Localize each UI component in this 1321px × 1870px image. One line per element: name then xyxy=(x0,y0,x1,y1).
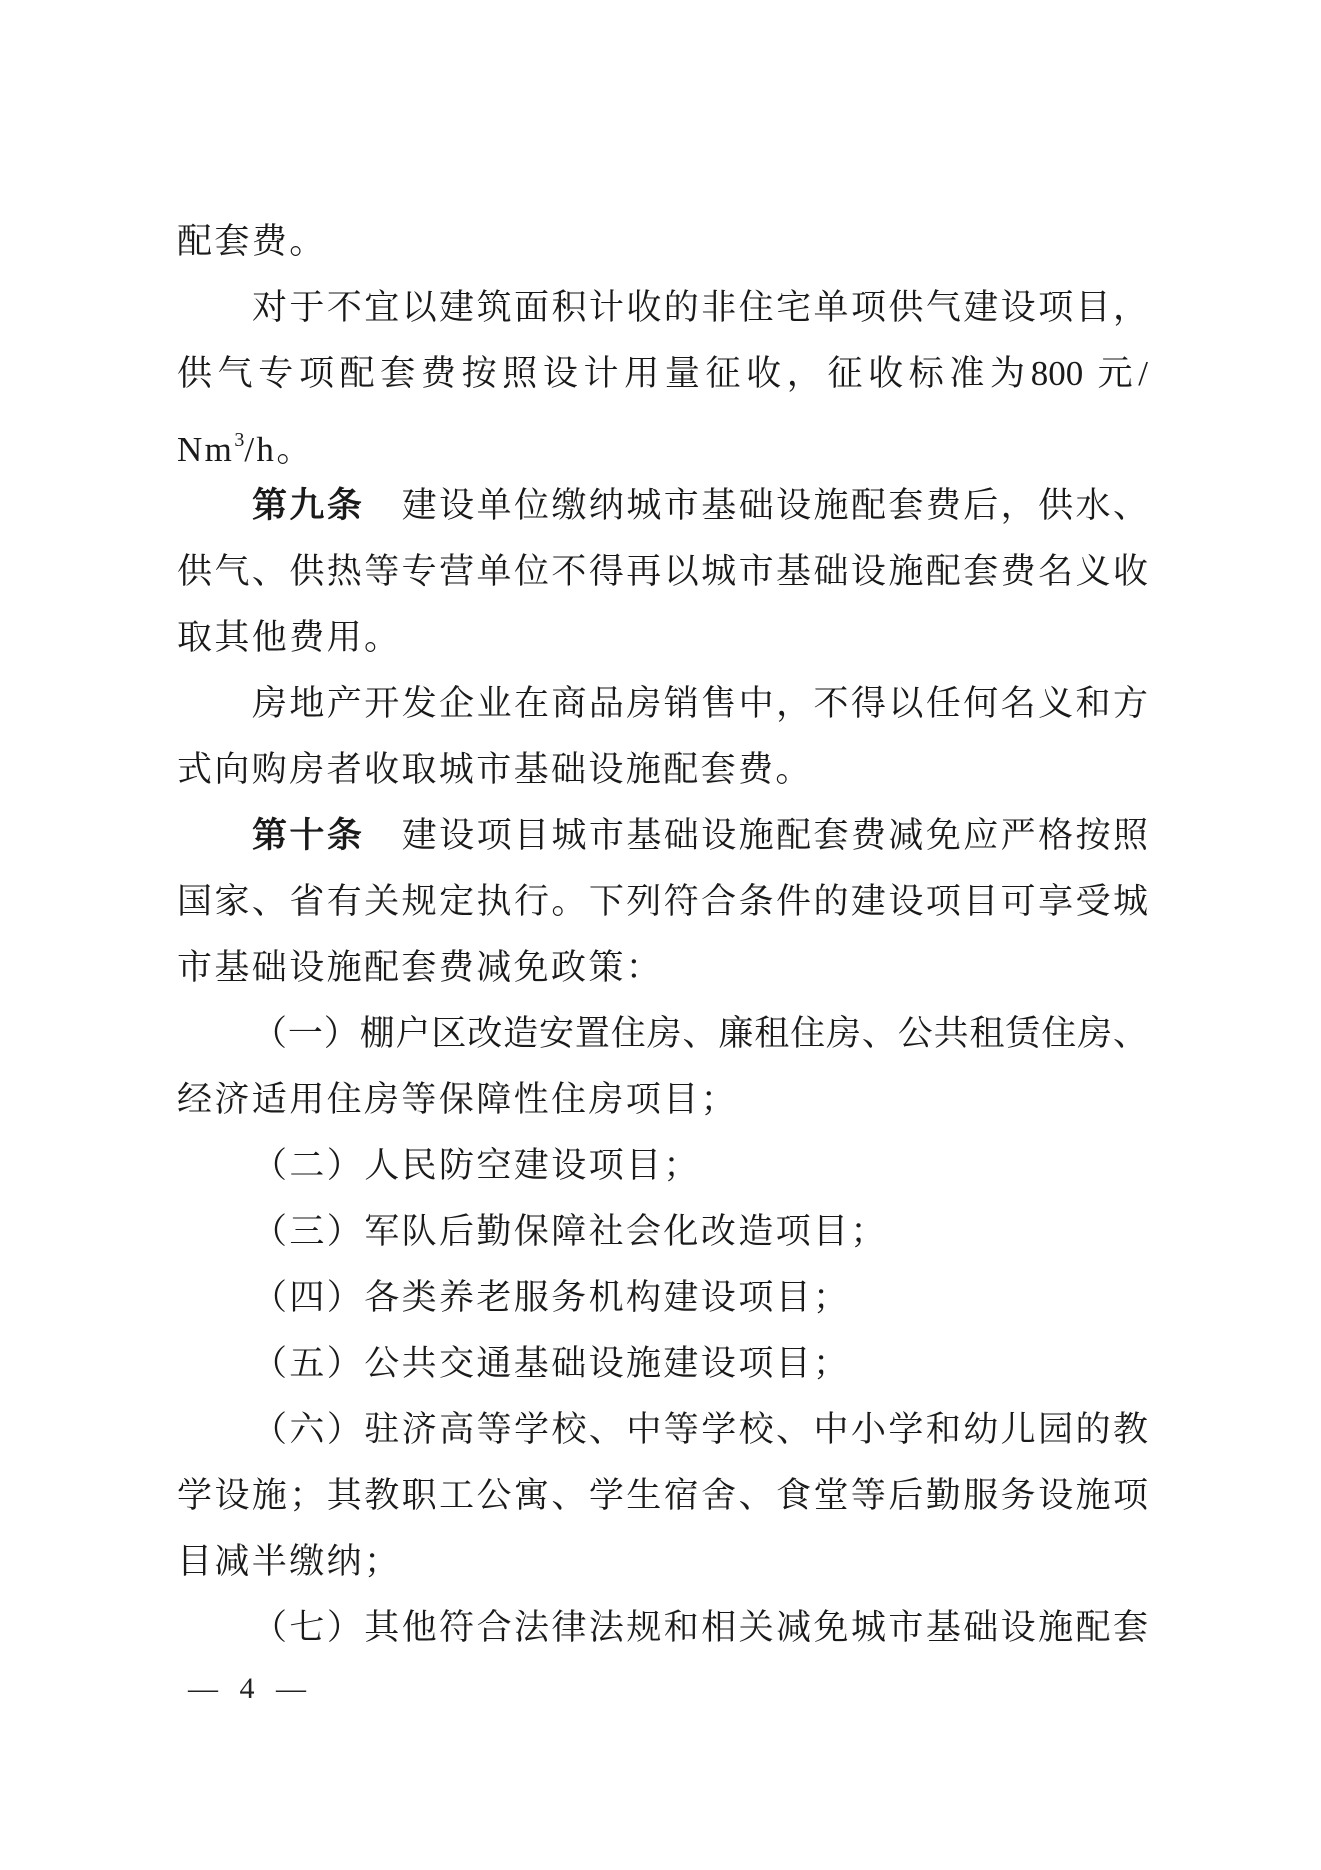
text-segment: （二）人民防空建设项目； xyxy=(252,1146,701,1185)
document-line xyxy=(177,209,1148,275)
document-line xyxy=(177,671,1148,737)
document-line xyxy=(177,1529,1148,1595)
text-segment: 取其他费用。 xyxy=(177,618,402,657)
document-line xyxy=(177,1199,1148,1265)
text-segment: 市基础设施配套费减免政策： xyxy=(177,948,664,987)
text-segment: 建设单位缴纳城市基础设施配套费后，供水、 xyxy=(364,486,1148,525)
text-segment: 建设项目城市基础设施配套费减免应严格按照 xyxy=(364,816,1148,855)
document-line xyxy=(177,605,1148,671)
document-line xyxy=(177,1397,1148,1463)
document-line xyxy=(177,1331,1148,1397)
document-line xyxy=(177,341,1148,407)
text-segment: （六）驻济高等学校、中等学校、中小学和幼儿园的教 xyxy=(252,1410,1148,1449)
text-segment: 学设施；其教职工公寓、学生宿舍、食堂等后勤服务设施项 xyxy=(177,1476,1148,1515)
text-segment: 供气专项配套费按照设计用量征收，征收标准为800 元/ xyxy=(177,354,1148,393)
article-number-heading: 第九条 xyxy=(252,486,365,525)
document-line xyxy=(177,935,1148,1001)
document-line xyxy=(177,1265,1148,1331)
text-segment: 房地产开发企业在商品房销售中，不得以任何名义和方 xyxy=(252,684,1148,723)
text-segment: 配套费。 xyxy=(177,222,327,261)
text-segment: 经济适用住房等保障性住房项目； xyxy=(177,1080,739,1119)
text-segment: 式向购房者收取城市基础设施配套费。 xyxy=(177,750,813,789)
document-line xyxy=(177,1133,1148,1199)
text-segment: （四）各类养老服务机构建设项目； xyxy=(252,1278,851,1317)
text-segment: 目减半缴纳； xyxy=(177,1542,402,1581)
document-line xyxy=(177,1067,1148,1133)
text-segment: （七）其他符合法律法规和相关减免城市基础设施配套 xyxy=(252,1608,1148,1647)
document-line xyxy=(177,1463,1148,1529)
document-line xyxy=(177,1001,1148,1067)
text-segment: （五）公共交通基础设施建设项目； xyxy=(252,1344,851,1383)
text-segment: 国家、省有关规定执行。下列符合条件的建设项目可享受城 xyxy=(177,882,1148,921)
document-line xyxy=(177,803,1148,869)
document-body xyxy=(177,209,1148,1661)
document-line xyxy=(177,869,1148,935)
superscript-text: 3 xyxy=(234,429,245,451)
document-line xyxy=(177,275,1148,341)
text-segment: （一）棚户区改造安置住房、廉租住房、公共租赁住房、 xyxy=(252,1014,1148,1053)
text-segment: /h。 xyxy=(244,430,314,469)
text-segment: Nm xyxy=(177,430,235,469)
text-segment: （三）军队后勤保障社会化改造项目； xyxy=(252,1212,888,1251)
footer-page-number: — 4 — xyxy=(188,1672,313,1705)
document-line xyxy=(177,407,1148,473)
text-segment: 对于不宜以建筑面积计收的非住宅单项供气建设项目， xyxy=(252,288,1148,327)
document-line xyxy=(177,473,1148,539)
article-number-heading: 第十条 xyxy=(252,816,365,855)
text-segment: 供气、供热等专营单位不得再以城市基础设施配套费名义收 xyxy=(177,552,1148,591)
document-line xyxy=(177,737,1148,803)
document-line xyxy=(177,1595,1148,1661)
document-line xyxy=(177,539,1148,605)
